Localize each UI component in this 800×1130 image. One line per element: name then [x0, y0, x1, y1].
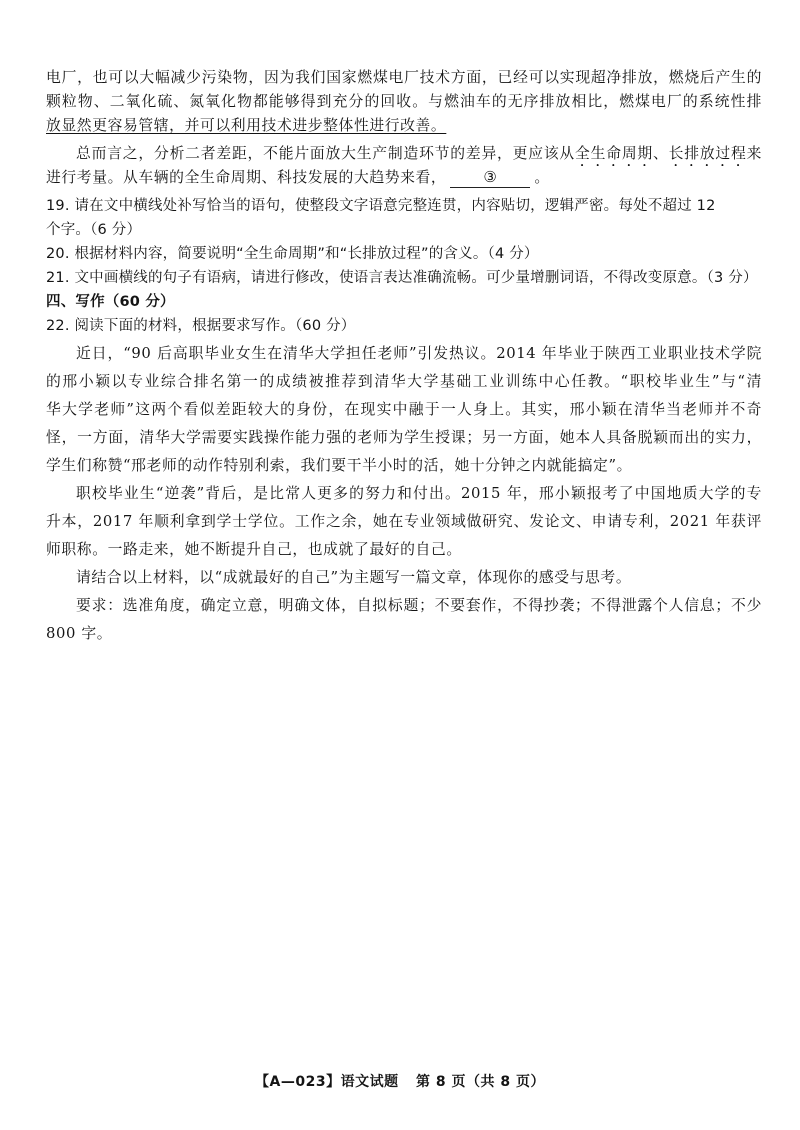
passage-text: 进行考量。从车辆的全生命周期、科技发展的大趋势来看，	[46, 169, 447, 186]
underlined-sentence: 放显然更容易管辖，并可以利用技术进步整体性进行改善。	[46, 117, 447, 134]
material-line: 的邢小颖以专业综合排名第一的成绩被推荐到清华大学基础工业训练中心任教。“职校毕业生”与“清	[46, 373, 762, 390]
exam-page	[46, 66, 762, 646]
writing-prompt: 请结合以上材料，以“成就最好的自己”为主题写一篇文章，体现你的感受与思考。	[76, 569, 632, 586]
passage-text: 来	[746, 145, 762, 162]
material-line: 师职称。一路走来，她不断提升自己，也成就了最好的自己。	[46, 541, 462, 558]
writing-requirements-cont: 800 字。	[46, 625, 113, 642]
material-line: 职校毕业生“逆袭”背后，是比常人更多的努力和付出。2015 年，邢小颖报考了中国地质大学的专	[76, 485, 762, 502]
passage-text: 总而言之，分析二者差距，不能片面放大生产制造环节的差异，更应该从	[76, 145, 576, 162]
emphasis-term: 长排放过程	[668, 145, 747, 162]
exam-code: 【A—023】语文试题	[255, 1074, 399, 1090]
material-line: 升本，2017 年顺利拿到学士学位。工作之余，她在专业领域做研究、发论文、申请专利，2021 年获评	[46, 513, 762, 530]
question-20: 20. 根据材料内容，简要说明“全生命周期”和“长排放过程”的含义。（4 分）	[46, 246, 539, 262]
passage-line-underlined	[46, 114, 762, 138]
passage-line: 电厂，也可以大幅减少污染物，因为我们国家燃煤电厂技术方面，已经可以实现超净排放，燃烧后产生的	[46, 69, 762, 86]
material-line: 学生们称赞“邢老师的动作特别利索，我们要干半小时的活，她十分钟之内就能搞定”。	[46, 457, 633, 474]
question-19: 19. 请在文中横线处补写恰当的语句，使整段文字语意完整连贯，内容贴切，逻辑严密。每处不超过 12	[46, 198, 716, 214]
passage-text: 、	[653, 145, 669, 162]
section-heading: 四、写作（60 分）	[46, 294, 175, 310]
passage-line	[46, 142, 762, 166]
page-number: 第 8 页（共 8 页）	[415, 1074, 545, 1090]
writing-requirements: 要求：选准角度，确定立意，明确文体，自拟标题；不要套作，不得抄袭；不得泄露个人信息；不少	[76, 597, 762, 614]
passage-text: 。	[534, 169, 550, 186]
passage-line	[46, 166, 762, 190]
question-19-cont: 个字。（6 分）	[46, 222, 142, 238]
question-21: 21. 文中画横线的句子有语病，请进行修改，使语言表达准确流畅。可少量增删词语，不得改变原意。（3 分）	[46, 270, 758, 286]
question-22: 22. 阅读下面的材料，根据要求写作。（60 分）	[46, 318, 356, 334]
material-line: 近日，“90 后高职毕业女生在清华大学担任老师”引发热议。2014 年毕业于陕西工业职业技术学院	[76, 345, 762, 362]
passage-line: 颗粒物、二氧化硫、氮氧化物都能够得到充分的回收。与燃油车的无序排放相比，燃煤电厂的系统性排	[46, 93, 762, 110]
page-footer	[0, 1071, 800, 1091]
material-line: 怪，一方面，清华大学需要实践操作能力强的老师为学生授课；另一方面，她本人具备脱颖而出的实力，	[46, 429, 762, 446]
emphasis-term: 全生命周期	[575, 145, 654, 162]
material-line: 华大学老师”这两个看似差距较大的身份，在现实中融于一人身上。其实，邢小颖在清华当老师并不奇	[46, 401, 762, 418]
answer-blank: ③	[450, 169, 530, 188]
